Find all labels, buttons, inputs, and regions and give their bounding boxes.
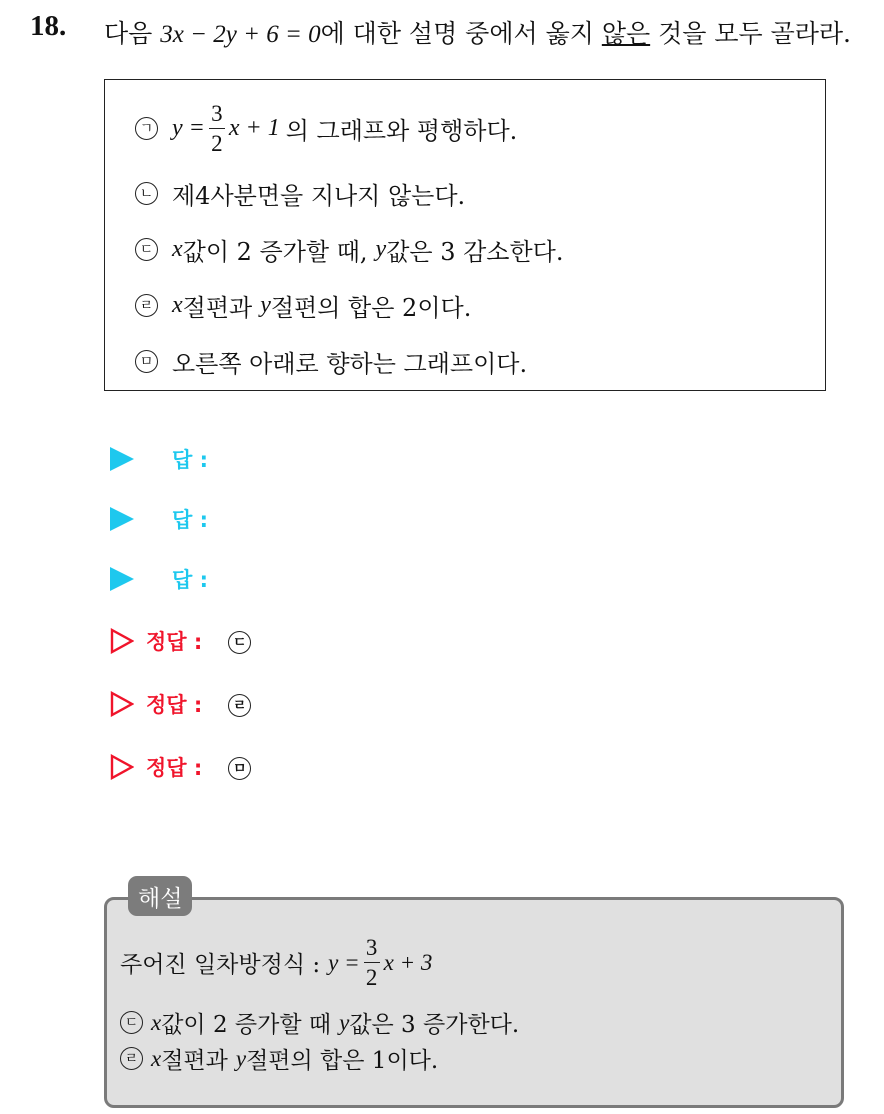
play-outline-icon — [110, 628, 134, 654]
choice-1 — [135, 102, 517, 155]
explanation-box — [104, 897, 844, 1108]
choice-5 — [135, 344, 527, 379]
choice-marker: ㄹ — [135, 294, 158, 317]
question-prefix: 다음 — [104, 19, 153, 48]
correct-answer-1 — [110, 626, 251, 656]
choice-4 — [135, 288, 471, 323]
choice-1-lhs: y = — [172, 115, 205, 141]
var-x: x — [151, 1045, 162, 1071]
choice-3-text2: 값은 3 감소한다. — [386, 238, 564, 266]
answer-blank-2[interactable] — [110, 504, 208, 534]
question-text — [104, 14, 851, 50]
var-y: y — [260, 292, 271, 318]
answer-marker: ㄷ — [228, 631, 251, 654]
choice-1-rhs: x + 1 — [228, 115, 280, 141]
explanation-line-1-rhs: x + 3 — [383, 949, 433, 975]
explanation-line-3 — [120, 1042, 438, 1075]
var-x: x — [151, 1009, 162, 1035]
answer-marker: ㄹ — [228, 694, 251, 717]
correct-answer-3 — [110, 752, 251, 782]
answer-label: 답 : — [172, 568, 208, 592]
var-x: x — [172, 236, 183, 262]
explanation-marker: ㄹ — [120, 1047, 143, 1070]
choice-marker: ㄷ — [135, 238, 158, 261]
explanation-line-1 — [120, 936, 432, 989]
choices-box — [104, 79, 826, 391]
correct-answer-value — [228, 691, 251, 718]
question-underlined: 않은 — [601, 19, 651, 48]
fraction-numerator: 3 — [365, 935, 378, 960]
correct-answer-value — [228, 754, 251, 781]
correct-answer-label: 정답 : — [146, 756, 203, 780]
answer-blank-1[interactable] — [110, 444, 208, 474]
question-equation: 3x − 2y + 6 = 0 — [160, 21, 321, 48]
fraction — [364, 936, 380, 989]
var-x: x — [172, 292, 183, 318]
correct-answer-label: 정답 : — [146, 630, 203, 654]
play-filled-icon — [110, 567, 134, 591]
explanation-marker: ㄷ — [120, 1011, 143, 1034]
fraction-bar — [364, 962, 380, 963]
question-number: 18. — [30, 10, 67, 42]
choice-4-text1: 절편과 — [182, 294, 253, 322]
choice-3 — [135, 232, 563, 267]
question-text-end: 것을 모두 골라라. — [658, 19, 851, 48]
explanation-line-1-lhs: y = — [328, 949, 360, 975]
play-outline-icon — [110, 691, 134, 717]
fraction — [209, 102, 225, 155]
choice-2 — [135, 176, 465, 211]
explanation-line-2-text2: 값은 3 증가한다. — [349, 1012, 520, 1038]
explanation-line-2 — [120, 1006, 519, 1039]
choice-marker: ㅁ — [135, 350, 158, 373]
var-y: y — [375, 236, 387, 262]
fraction-denominator: 2 — [211, 131, 223, 156]
explanation-line-1-text: 주어진 일차방정식 : — [120, 952, 321, 978]
answer-blank-3[interactable] — [110, 564, 208, 594]
fraction-bar — [209, 128, 225, 129]
correct-answer-2 — [110, 689, 251, 719]
play-filled-icon — [110, 507, 134, 531]
explanation-line-2-text1: 값이 2 증가할 때 — [161, 1012, 332, 1038]
choice-5-text: 오른쪽 아래로 향하는 그래프이다. — [172, 350, 528, 378]
correct-answer-value — [228, 628, 251, 655]
answer-label: 답 : — [172, 508, 208, 532]
explanation-line-3-text2: 절편의 합은 1이다. — [246, 1048, 439, 1074]
var-y: y — [339, 1009, 350, 1035]
fraction-numerator: 3 — [211, 101, 223, 126]
answer-marker: ㅁ — [228, 757, 251, 780]
choice-4-text2: 절편의 합은 2이다. — [270, 294, 472, 322]
play-filled-icon — [110, 447, 134, 471]
fraction-denominator: 2 — [365, 965, 378, 990]
correct-answer-label: 정답 : — [146, 693, 203, 717]
explanation-line-3-text1: 절편과 — [161, 1048, 228, 1074]
choice-marker: ㄱ — [135, 117, 158, 140]
play-outline-icon — [110, 754, 134, 780]
choice-2-text: 제4사분면을 지나지 않는다. — [172, 182, 466, 210]
choice-marker: ㄴ — [135, 182, 158, 205]
var-y: y — [235, 1045, 247, 1071]
choice-3-text1: 값이 2 증가할 때, — [182, 238, 368, 266]
question-text-mid: 에 대한 설명 중에서 옳지 — [320, 19, 594, 48]
choice-1-text: 의 그래프와 평행하다. — [285, 117, 518, 145]
answer-label: 답 : — [172, 448, 208, 472]
explanation-tag: 해설 — [128, 876, 192, 916]
